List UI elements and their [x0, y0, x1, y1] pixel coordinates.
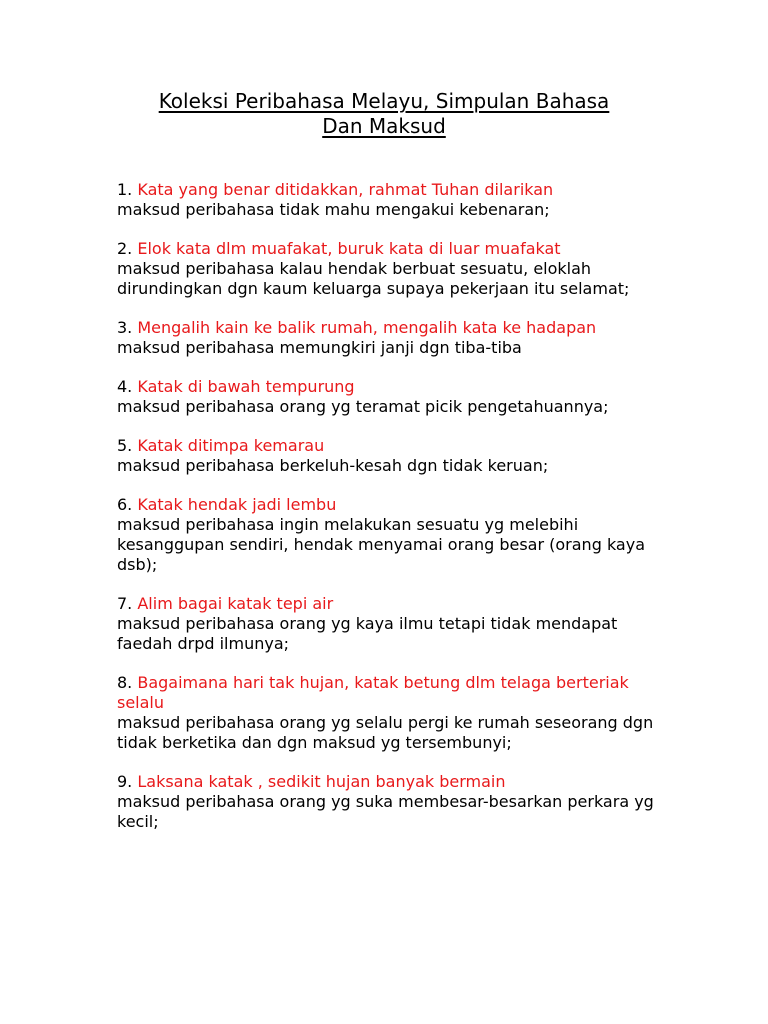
list-item [117, 594, 677, 654]
proverb-text: Katak ditimpa kemarau [137, 436, 325, 455]
item-number: 8. [117, 673, 133, 692]
item-number: 5. [117, 436, 133, 455]
item-number: 6. [117, 495, 133, 514]
title-line-1: Koleksi Peribahasa Melayu, Simpulan Bahasa [158, 89, 610, 113]
list-item [117, 495, 677, 575]
proverb-text: Laksana katak , sedikit hujan banyak bermain [137, 772, 506, 791]
item-number: 4. [117, 377, 133, 396]
proverb-text: Elok kata dlm muafakat, buruk kata di luar muafakat [137, 239, 561, 258]
list-item [117, 318, 677, 358]
meaning-text: maksud peribahasa orang yg suka membesar-besarkan perkara yg kecil; [117, 792, 654, 831]
item-number: 2. [117, 239, 133, 258]
item-number: 7. [117, 594, 133, 613]
proverb-text: Alim bagai katak tepi air [137, 594, 334, 613]
meaning-text: maksud peribahasa ingin melakukan sesuatu yg melebihi kesanggupan sendiri, hendak menyamai orang besar (orang kaya dsb); [117, 515, 645, 574]
proverb-heading [117, 436, 677, 456]
title-line-2: Dan Maksud [322, 114, 446, 138]
item-number: 1. [117, 180, 133, 199]
list-item [117, 772, 677, 832]
list-item [117, 180, 677, 220]
proverb-heading [117, 495, 677, 515]
list-item [117, 377, 677, 417]
meaning-text: maksud peribahasa memungkiri janji dgn tiba-tiba [117, 338, 522, 357]
proverb-text: Kata yang benar ditidakkan, rahmat Tuhan dilarikan [137, 180, 554, 199]
proverb-list [117, 180, 677, 851]
list-item [117, 673, 677, 753]
proverb-heading [117, 772, 677, 792]
meaning-text: maksud peribahasa berkeluh-kesah dgn tidak keruan; [117, 456, 549, 475]
proverb-heading [117, 377, 677, 397]
meaning-text: maksud peribahasa tidak mahu mengakui kebenaran; [117, 200, 550, 219]
proverb-heading [117, 318, 677, 338]
meaning-text: maksud peribahasa orang yg teramat picik pengetahuannya; [117, 397, 609, 416]
proverb-text: Katak hendak jadi lembu [137, 495, 337, 514]
meaning-text: maksud peribahasa orang yg selalu pergi ke rumah seseorang dgn tidak berketika dan dgn maksud yg tersembunyi; [117, 713, 654, 752]
meaning-text: maksud peribahasa kalau hendak berbuat sesuatu, eloklah dirundingkan dgn kaum keluarga supaya pekerjaan itu selamat; [117, 259, 630, 298]
proverb-text: Katak di bawah tempurung [137, 377, 355, 396]
proverb-heading [117, 239, 677, 259]
proverb-heading [117, 594, 677, 614]
list-item [117, 436, 677, 476]
proverb-text: Mengalih kain ke balik rumah, mengalih kata ke hadapan [137, 318, 597, 337]
proverb-heading [117, 673, 677, 713]
proverb-heading [117, 180, 677, 200]
item-number: 3. [117, 318, 133, 337]
list-item [117, 239, 677, 299]
proverb-text: Bagaimana hari tak hujan, katak betung dlm telaga berteriak selalu [117, 673, 629, 712]
document-title [100, 89, 668, 139]
item-number: 9. [117, 772, 133, 791]
meaning-text: maksud peribahasa orang yg kaya ilmu tetapi tidak mendapat faedah drpd ilmunya; [117, 614, 618, 653]
